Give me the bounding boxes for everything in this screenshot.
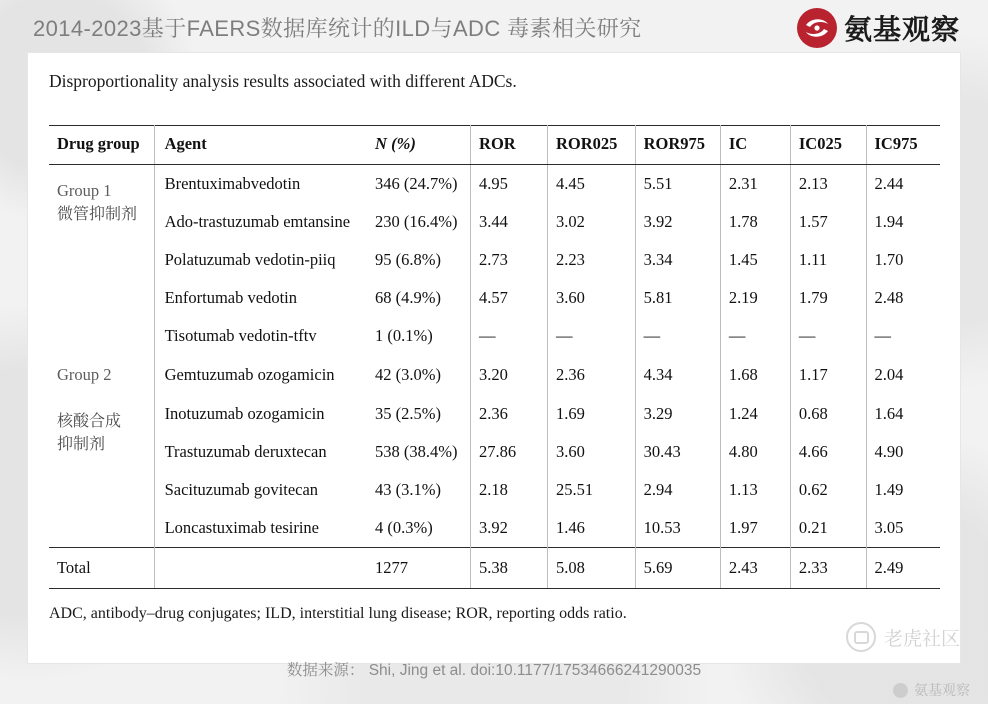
cell-total-ic975: 2.49 [866, 547, 940, 588]
cell-agent: Ado-trastuzumab emtansine [164, 212, 351, 231]
cell-ic025: 1.11 [790, 241, 866, 279]
cell-agent: Gemtuzumab ozogamicin [164, 364, 335, 384]
cell-n: 538 (38.4%) [367, 433, 471, 471]
cell-agent: Loncastuximab tesirine [164, 517, 319, 537]
cell-total-ror975: 5.69 [635, 547, 720, 588]
cell-ror975: 5.51 [635, 165, 720, 204]
cell-ic025: 2.13 [790, 165, 866, 204]
header [0, 0, 988, 58]
table-row [49, 241, 940, 279]
cell-ic025: 1.17 [790, 355, 866, 395]
cell-ror025: 1.46 [547, 509, 635, 548]
source-line: 数据来源： Shi, Jing et al. doi:10.1177/17534666241290035 [286, 662, 702, 679]
column-header-agent: Agent [154, 126, 367, 165]
cell-n: 1 (0.1%) [367, 317, 471, 355]
cell-total-n: 1277 [367, 547, 471, 588]
brand-mark-icon [797, 8, 837, 48]
cell-ic025: 1.57 [790, 203, 866, 241]
cell-agent: Inotuzumab ozogamicin [164, 403, 325, 423]
cell-ic975: 1.49 [874, 479, 904, 499]
group-spacer-cell [49, 509, 154, 548]
column-header-n: N (%) [367, 126, 471, 165]
cell-ic975: 1.64 [874, 403, 904, 423]
cell-ror025: 3.02 [547, 203, 635, 241]
cell-ror975: 3.29 [635, 395, 720, 433]
cell-ic025: 0.21 [790, 509, 866, 548]
table-row [49, 165, 940, 204]
table-footnote: ADC, antibody–drug conjugates; ILD, interstitial lung disease; ROR, reporting odds ratio. [49, 605, 627, 622]
cell-ror: — [471, 317, 548, 355]
content-card [28, 53, 960, 663]
group-label-cell-2-cn [49, 395, 154, 471]
cell-ic: 2.19 [720, 279, 790, 317]
cell-ror025: 3.60 [547, 433, 635, 471]
cell-agent: Brentuximabvedotin [164, 174, 301, 193]
swoosh-icon [804, 16, 830, 40]
cell-agent: Enfortumab vedotin [164, 288, 297, 307]
cell-total-ic025: 2.33 [790, 547, 866, 588]
cell-ic975: 2.04 [874, 364, 904, 384]
cell-ic: 1.78 [720, 203, 790, 241]
watermark-brand-text: 氨基观察 [914, 682, 970, 698]
cell-total-ic: 2.43 [720, 547, 790, 588]
cell-ror: 3.44 [471, 203, 548, 241]
cell-ror975: 3.92 [635, 203, 720, 241]
cell-ror025: 1.69 [547, 395, 635, 433]
column-header-ror025: ROR025 [547, 126, 635, 165]
cell-ic975: 3.05 [874, 517, 904, 537]
cell-ror025: 2.36 [547, 355, 635, 395]
table-body [49, 165, 940, 589]
cell-ic025: 0.62 [790, 471, 866, 509]
brand-name: 氨基观察 [843, 14, 960, 45]
cell-n: 4 (0.3%) [367, 509, 471, 548]
cell-ic975: — [874, 326, 891, 345]
disproportionality-table [49, 125, 940, 589]
table-row [49, 279, 940, 317]
watermark-community-text: 老虎社区 [883, 628, 960, 650]
cell-ic: 1.68 [720, 355, 790, 395]
cell-ror975: 10.53 [635, 509, 720, 548]
cell-ic: 2.31 [720, 165, 790, 204]
cell-ror975: 4.34 [635, 355, 720, 395]
cell-n: 42 (3.0%) [367, 355, 471, 395]
table-row [49, 433, 940, 471]
cell-n: 68 (4.9%) [367, 279, 471, 317]
page-title: 2014-2023基于FAERS数据库统计的ILD与ADC 毒素相关研究 [33, 16, 642, 41]
column-header-ic: IC [720, 126, 790, 165]
cell-ror025: 25.51 [547, 471, 635, 509]
cell-ic: 1.13 [720, 471, 790, 509]
cell-n: 95 (6.8%) [367, 241, 471, 279]
cell-ic975: 4.90 [874, 441, 904, 461]
cell-ror025: 3.60 [547, 279, 635, 317]
group-spacer-cell [49, 471, 154, 509]
cell-ror025: 2.23 [547, 241, 635, 279]
cell-ic: 4.80 [720, 433, 790, 471]
cell-ror975: 3.34 [635, 241, 720, 279]
cell-ror: 2.36 [471, 395, 548, 433]
cell-total-ror025: 5.08 [547, 547, 635, 588]
cell-ror025: 4.45 [547, 165, 635, 204]
cell-agent: Polatuzumab vedotin-piiq [164, 250, 336, 269]
cell-ror: 3.92 [471, 509, 548, 548]
column-header-drug-group: Drug group [49, 126, 154, 165]
group-spacer-cell [49, 241, 154, 279]
column-header-ror975: ROR975 [635, 126, 720, 165]
cell-ror975: 5.81 [635, 279, 720, 317]
cell-ic: 1.45 [720, 241, 790, 279]
table-row [49, 395, 940, 433]
cell-ic: 1.24 [720, 395, 790, 433]
cell-ror: 27.86 [471, 433, 548, 471]
table-caption: Disproportionality analysis results associated with different ADCs. [49, 71, 517, 91]
cell-total-agent [154, 547, 367, 588]
group-label-en: Group 1 [57, 181, 112, 201]
table-row [49, 203, 940, 241]
cell-ror975: 2.94 [635, 471, 720, 509]
table-header-row [49, 126, 940, 165]
cell-ror: 2.73 [471, 241, 548, 279]
table-row [49, 471, 940, 509]
group-label-cell-1 [49, 165, 154, 242]
group-label-cn-line2: 抑制剂 [57, 435, 106, 453]
cell-agent: Tisotumab vedotin-tftv [164, 326, 317, 345]
cell-n: 230 (16.4%) [367, 203, 471, 241]
cell-ror: 4.95 [471, 165, 548, 204]
cell-n: 43 (3.1%) [367, 471, 471, 509]
group-label-cell-2 [49, 355, 154, 395]
cell-ic975: 2.48 [874, 288, 904, 307]
cell-ic975: 2.44 [874, 174, 904, 193]
cell-ic025: 4.66 [790, 433, 866, 471]
cell-ror975: 30.43 [635, 433, 720, 471]
column-header-ror: ROR [471, 126, 548, 165]
cell-ror: 4.57 [471, 279, 548, 317]
group-label-cn-line1: 核酸合成 [57, 412, 122, 430]
table-total-row [49, 547, 940, 588]
column-header-ic975: IC975 [866, 126, 940, 165]
cell-ic975: 1.94 [874, 212, 904, 231]
brand-logo [797, 8, 960, 48]
cell-ic: 1.97 [720, 509, 790, 548]
cell-ror975: — [635, 317, 720, 355]
table-header [49, 126, 940, 165]
cell-ic975: 1.70 [874, 250, 904, 269]
cell-agent: Sacituzumab govitecan [164, 479, 319, 499]
cell-total-label: Total [49, 547, 154, 588]
cell-ic025: — [790, 317, 866, 355]
group-label-cn: 微管抑制剂 [57, 206, 138, 224]
table-row [49, 509, 940, 548]
cell-total-ror: 5.38 [471, 547, 548, 588]
group-spacer-cell [49, 317, 154, 355]
cell-ic: — [720, 317, 790, 355]
cell-ic025: 0.68 [790, 395, 866, 433]
cell-ic025: 1.79 [790, 279, 866, 317]
cell-ror: 2.18 [471, 471, 548, 509]
cell-ror: 3.20 [471, 355, 548, 395]
cell-agent: Trastuzumab deruxtecan [164, 441, 327, 461]
group-label-en: Group 2 [57, 365, 112, 384]
column-header-ic025: IC025 [790, 126, 866, 165]
cell-n: 35 (2.5%) [367, 395, 471, 433]
table-row [49, 355, 940, 395]
cell-ror025: — [547, 317, 635, 355]
cell-n: 346 (24.7%) [367, 165, 471, 204]
table-row [49, 317, 940, 355]
group-spacer-cell [49, 279, 154, 317]
